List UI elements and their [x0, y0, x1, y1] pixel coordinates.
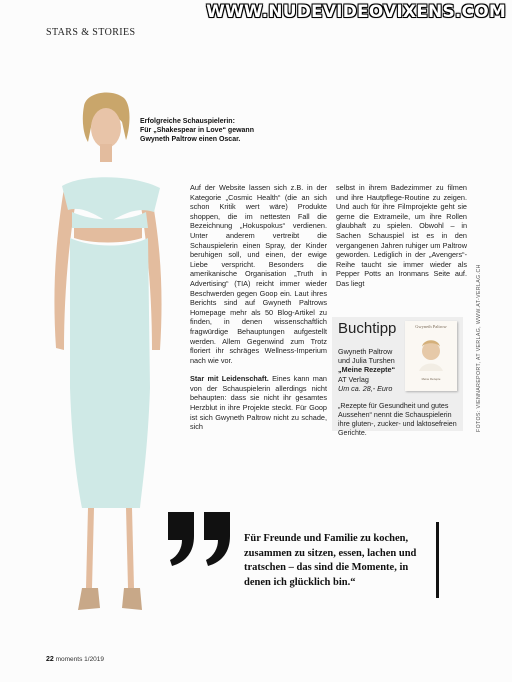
book-title: „Meine Rezepte“ — [338, 365, 396, 375]
face — [91, 108, 121, 148]
book-tip-heading: Buchtipp — [338, 320, 397, 337]
article-column-2 — [336, 183, 467, 298]
book-cover-image — [405, 321, 457, 391]
page-number: 22 — [46, 656, 54, 663]
caption-line-1: Erfolgreiche Schauspielerin: — [140, 118, 235, 125]
dress-skirt — [70, 212, 150, 508]
watermark: WWW.NUDEVIDEOVIXENS.COM — [206, 2, 506, 22]
paragraph-body: Eines kann man von der Schauspielerin allerdings nicht behaupten: dass sie nicht ihr gesamtes Herzblut in ihre Projekte steckt. Für Goop ist sich Gwyneth Paltrow nicht zu schade, sich — [190, 374, 327, 432]
neck — [100, 144, 112, 162]
photo-credit: FOTOS: VIENNAREPORT, AT VERLAG, WWW.AT-VERLAG.CH — [476, 264, 482, 432]
legs — [86, 508, 134, 588]
quote-divider — [436, 522, 439, 598]
article-paragraph — [190, 374, 327, 432]
quote-mark-icon — [164, 508, 236, 568]
caption-line-2: Für „Shakespear in Love“ gewann — [140, 127, 254, 134]
book-quote: „Rezepte für Gesundheit und gutes Aussehen“ nennt die Schauspielerin ihre gluten-, zucker- und laktosefreien Gerichte. — [338, 402, 457, 437]
shoes — [78, 588, 142, 610]
book-tip-box — [332, 317, 463, 437]
magazine-issue: moments 1/2019 — [55, 656, 105, 663]
subheading: Star mit Leidenschaft. — [190, 374, 269, 384]
article-paragraph: selbst in ihrem Badezimmer zu filmen und ihre Hautpflege-Routine zu zeigen. Und auch für ihre Filmprojekte geht sie gerne die Extrameile, um ihre Rollen glaubhaft zu spielen. Obwohl – in Sachen Schauspiel ist es in den vergangenen Jahren ruhiger um Paltrow geworden. Lediglich in der „Avengers“-Reihe taucht sie immer wieder als Pepper Potts an Ironmans Seite auf. Das liegt — [336, 183, 467, 288]
article-column-1 — [190, 183, 327, 441]
book-info — [338, 347, 406, 393]
pull-quote: Für Freunde und Familie zu kochen, zusammen zu sitzen, essen, lachen und tratschen – das sind die Momente, in denen ich glücklich bin.“ — [244, 533, 417, 588]
cover-title: Gwyneth Paltrow — [415, 324, 447, 329]
section-header: STARS & STORIES — [46, 27, 136, 38]
celebrity-photo — [42, 88, 182, 648]
caption-line-3: Gwyneth Paltrow einen Oscar. — [140, 136, 241, 143]
book-authors: Gwyneth Paltrow und Julia Turshen — [338, 347, 395, 366]
article-paragraph: Auf der Website lassen sich z.B. in der Kategorie „Cosmic Health“ (die an sich schon Kritik wert wäre) Produkte shoppen, die im nettesten Fall die Bezeichnung „Hokuspokus“ verdienen. Unter anderem vertreibt die Schauspielerin einen Spray, der Kinder beruhigen soll, und einen, der ewige Liebe verspricht. Besonders die amerikanische Organisation „Truth in Advertising“ (TIA) reicht immer wieder Beschwerden gegen Goop ein. Laut ihres Berichts sind auf Gwyneth Paltrows Homepage mehr als 50 Blog-Artikel zu finden, in denen wissenschaftlich fragwürdige Behauptungen aufgestellt werden. Allem Gegenwind zum Trotz floriert ihr schräges Wellness-Imperium nach wie vor. — [190, 183, 327, 365]
cover-subtitle: Meine Rezepte — [421, 377, 441, 381]
book-price: Um ca. 28,- Euro — [338, 383, 393, 393]
page-footer — [46, 656, 104, 663]
photo-caption — [140, 117, 290, 144]
book-publisher: AT Verlag — [338, 374, 369, 384]
